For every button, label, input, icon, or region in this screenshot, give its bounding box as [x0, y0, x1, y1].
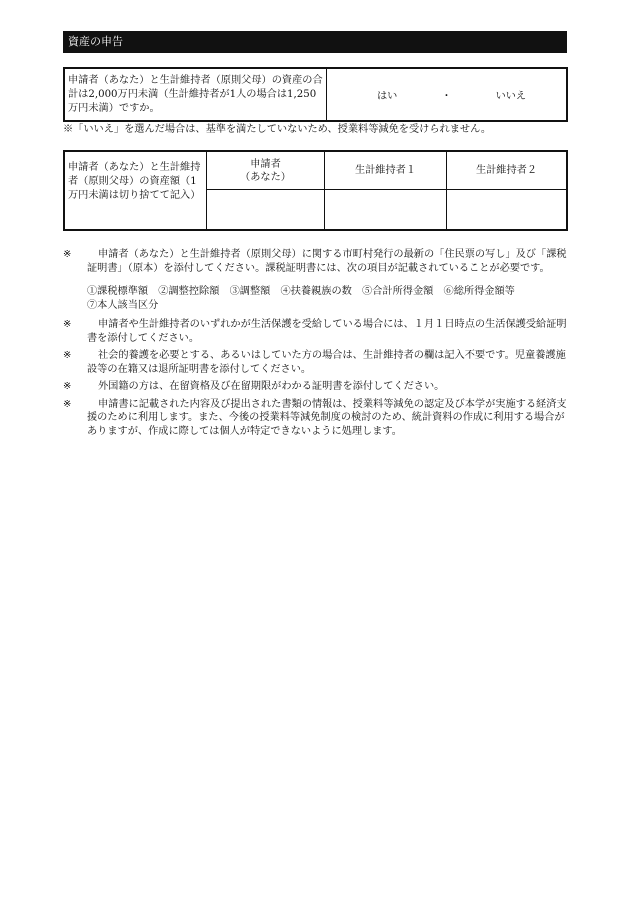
asset-amount-table — [63, 150, 568, 231]
note-mark: ※ — [63, 398, 72, 410]
asset-question: 申請者（あなた）と生計維持者（原則父母）の資産の合計は2,000万円未満（生計維持者が1人の場合は1,250万円未満）ですか。 — [65, 69, 327, 120]
note-mark: ※ — [63, 319, 72, 330]
section-title: 資産の申告 — [63, 31, 567, 53]
note-item — [63, 248, 569, 275]
note-text: 申請者や生計維持者のいずれかが生活保護を受給している場合には、１月１日時点の生活保護受給証明書を添付してください。 — [87, 319, 567, 344]
note-mark: ※ — [63, 381, 72, 392]
option-separator: ・ — [441, 91, 452, 102]
required-items — [87, 285, 569, 312]
asset-amount-label: 申請者（あなた）と生計維持者（原則父母）の資産額（1万円未満は切り捨てて記入） — [65, 152, 207, 229]
notes-list — [63, 248, 569, 442]
column-header: 生計維持者２ — [447, 152, 566, 190]
asset-question-table — [63, 67, 568, 122]
note-item — [63, 380, 569, 394]
supporter2-asset-input[interactable] — [447, 190, 566, 229]
option-yes[interactable]: はい — [377, 91, 398, 102]
note-text: 外国籍の方は、在留資格及び在留期限がわかる証明書を添付してください。 — [98, 381, 445, 392]
answer-options — [327, 69, 566, 120]
applicant-column — [207, 152, 325, 229]
option-no[interactable]: いいえ — [495, 91, 527, 102]
note-text: 社会的養護を必要とする、あるいはしていた方の場合は、生計維持者の欄は記入不要です。児童養護施設等の在籍又は退所証明書を添付してください。 — [87, 350, 566, 375]
note-mark: ※ — [63, 249, 72, 260]
column-header: 生計維持者１ — [325, 152, 446, 190]
note-item — [63, 349, 569, 376]
note-mark: ※ — [63, 350, 72, 361]
column-header: 申請者 （あなた） — [207, 152, 324, 190]
supporter1-asset-input[interactable] — [325, 190, 446, 229]
note-text: 申請者（あなた）と生計維持者（原則父母）に関する市町村発行の最新の「住民票の写し」及び「課税証明書」（原本）を添付してください。課税証明書には、次の項目が記載されていることが必要です。 — [87, 249, 567, 274]
note-item — [63, 318, 569, 345]
required-items-line: ⑦本人該当区分 — [87, 299, 159, 311]
no-answer-note: ※「いいえ」を選んだ場合は、基準を満たしていないため、授業料等減免を受けられません。 — [63, 124, 492, 135]
required-items-line: ①課税標準額 ②調整控除額 ③調整額 ④扶養親族の数 ⑤合計所得金額 ⑥総所得金額等 — [87, 286, 515, 297]
supporter2-column — [447, 152, 566, 229]
note-text: 申請書に記載された内容及び提出された書類の情報は、授業料等減免の認定及び本学が実施する経済支援のために利用します。また、今後の授業料等減免制度の検討のため、統計資料の作成に利用する場合がありますが、作成に際しては個人が特定できないように処理します。 — [87, 398, 567, 437]
applicant-asset-input[interactable] — [207, 190, 324, 229]
note-item — [63, 398, 569, 439]
supporter1-column — [325, 152, 447, 229]
